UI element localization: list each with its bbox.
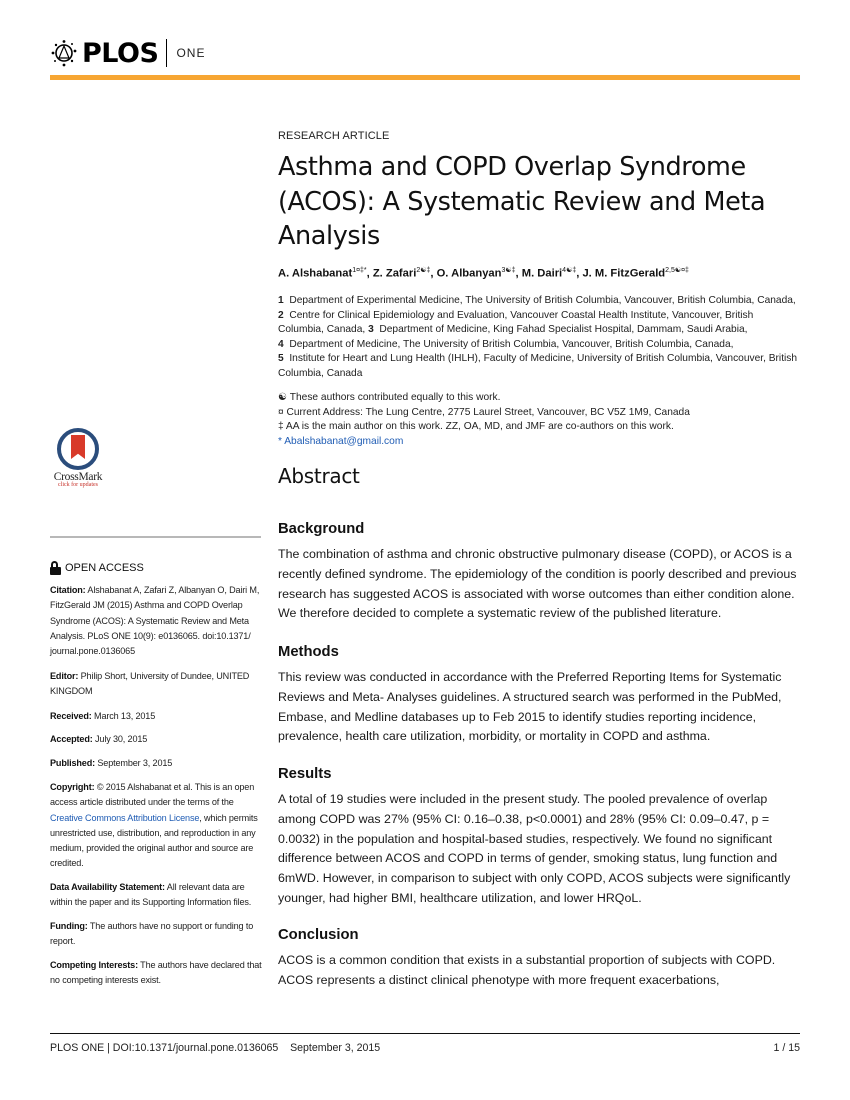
affiliations	[278, 294, 800, 382]
affiliation-text: Department of Medicine, King Fahad Specialist Hospital, Dammam, Saudi Arabia,	[379, 324, 748, 336]
header-accent-bar	[50, 75, 800, 80]
article-type: RESEARCH ARTICLE	[278, 130, 390, 142]
copyright-block	[50, 780, 262, 872]
current-address-note: ¤ Current Address: The Lung Centre, 2775 Laurel Street, Vancouver, BC V5Z 1M9, Canada	[278, 406, 690, 418]
results-heading: Results	[278, 766, 332, 782]
affiliation-number: 4	[278, 338, 284, 350]
published-label: Published:	[50, 758, 95, 768]
competing-interests-label: Competing Interests:	[50, 960, 138, 970]
author-name[interactable]: A. Alshabanat	[278, 267, 353, 280]
main-author-note: ‡ AA is the main author on this work. ZZ, OA, MD, and JMF are co-authors on this work.	[278, 421, 674, 432]
funding-block	[50, 919, 262, 950]
accepted-date: July 30, 2015	[95, 734, 148, 744]
article-title	[278, 150, 800, 254]
abstract-heading: Abstract	[278, 464, 360, 488]
page-number: 1 / 15	[773, 1042, 800, 1054]
editor-block	[50, 669, 262, 700]
open-access-badge	[50, 561, 144, 575]
published-date: September 3, 2015	[97, 758, 173, 768]
crossmark-sublabel: click for updates	[58, 482, 98, 488]
affiliation-number: 5	[278, 353, 284, 365]
author-name[interactable]: O. Albanyan	[436, 267, 502, 280]
background-text: The combination of asthma and chronic obstructive pulmonary disease (COPD), or ACOS is a recently defined syndrome. The epidemiology of the condition is poorly described and previous research has suggested ACOS is associated with worse outcomes than either condition alone. We therefore decided to complete a systematic review of the published literature.	[278, 547, 797, 621]
open-lock-icon	[50, 561, 61, 575]
equal-contribution-note: ☯ These authors contributed equally to this work.	[278, 392, 501, 403]
background-heading: Background	[278, 521, 365, 537]
affiliation-text: Centre for Clinical Epidemiology and Evaluation, Vancouver Coastal Health Institute, Vancouver, British Columbia, Canada,	[278, 309, 754, 336]
data-availability-block	[50, 880, 262, 911]
author-marks: 2☯‡	[416, 267, 431, 274]
citation-text: Alshabanat A, Zafari Z, Albanyan O, Dairi M, FitzGerald JM (2015) Asthma and COPD Overlap Syndrome (ACOS): A Systematic Review and Meta Analysis. PLoS ONE 10(9): e0136065. doi:10.1371/ journal.pone.0136065	[50, 585, 260, 657]
crossmark-label: CrossMark	[53, 471, 103, 483]
sidebar-divider	[50, 536, 261, 538]
logo-divider	[166, 39, 167, 67]
editor-label: Editor:	[50, 671, 79, 681]
corresponding-email-link[interactable]: Abalshabanat@gmail.com	[284, 435, 404, 447]
author-notes	[278, 391, 800, 449]
author-name[interactable]: M. Dairi	[521, 267, 563, 280]
affiliation-text: Institute for Heart and Lung Health (IHLH), Faculty of Medicine, University of British Columbia, Vancouver, British Columbia, Canada	[278, 353, 798, 379]
author-marks: 2,5☯¤‡	[665, 267, 689, 274]
open-access-label: OPEN ACCESS	[65, 562, 144, 574]
published-block	[50, 756, 262, 771]
affiliation-text: Department of Medicine, The University of British Columbia, Vancouver, British Columbia, Canada,	[289, 338, 734, 350]
affiliation-number: 1	[278, 295, 284, 306]
title-line: Asthma and COPD Overlap Syndrome	[278, 152, 746, 182]
citation-block	[50, 583, 262, 659]
author-marks: 3☯‡	[501, 267, 516, 274]
logo-text: PLOS	[82, 37, 159, 69]
footer-citation: PLOS ONE | DOI:10.1371/journal.pone.0136065 September 3, 2015	[50, 1042, 381, 1054]
author-marks: 4☯‡	[562, 267, 577, 274]
editor-text: Philip Short, University of Dundee, UNITED KINGDOM	[50, 671, 250, 697]
affiliation-text: Department of Experimental Medicine, The University of British Columbia, Vancouver, British Columbia, Canada,	[289, 295, 796, 306]
copyright-label: Copyright:	[50, 782, 95, 792]
plos-globe-icon	[50, 39, 78, 67]
license-link[interactable]: Creative Commons Attribution License	[50, 812, 200, 823]
conclusion-heading: Conclusion	[278, 927, 359, 943]
corresponding-email-row	[278, 435, 800, 450]
copyright-text: © 2015 Alshabanat et al. This is an open access article distributed under the terms of the	[50, 782, 255, 808]
competing-interests-text: The authors have declared that no competing interests exist.	[50, 960, 262, 986]
data-availability-label: Data Availability Statement:	[50, 882, 165, 892]
crossmark-badge[interactable]	[48, 428, 108, 488]
author-marks: 1¤‡*	[352, 267, 367, 274]
author-name[interactable]: J. M. FitzGerald	[582, 267, 666, 280]
accepted-block	[50, 732, 262, 747]
received-block	[50, 709, 262, 724]
crossmark-icon	[57, 428, 99, 470]
methods-text: This review was conducted in accordance with the Preferred Reporting Items for Systematic Reviews and Meta- Analyses guidelines. A structured search was performed in the PubMed, Embase, and Medline databases up to Feb 2015 to identify studies reporting incidence, prevalence, health care utilization, morbidity, or mortality in COPD and asthma.	[278, 670, 782, 744]
results-text: A total of 19 studies were included in the present study. The pooled prevalence of overlap among COPD was 27% (95% CI: 0.16–0.38, p<0.0001) and 28% (95% CI: 0.09–0.47, p = 0.0032) in the population and hospital-based studies, respectively. We found no significant difference between ACOS and COPD in terms of gender, smoking status, lung function and 6mWD. However, in comparison to subject with only COPD, ACOS subjects were significantly younger, had higher BMI, healthcare utilization, and lower HRQoL.	[278, 792, 791, 905]
accepted-label: Accepted:	[50, 734, 93, 744]
footer-divider	[50, 1033, 800, 1034]
citation-label: Citation:	[50, 585, 86, 595]
conclusion-text: ACOS is a common condition that exists in a substantial proportion of subjects with COPD. ACOS represents a distinct clinical phenotype with more frequent exacerbations,	[278, 953, 776, 987]
copyright-text-end: , which permits unrestricted use, distribution, and reproduction in any medium, provided the original author and source are credited.	[50, 812, 258, 869]
received-date: March 13, 2015	[94, 711, 156, 721]
author-name[interactable]: Z. Zafari	[372, 267, 417, 280]
title-line: (ACOS): A Systematic Review and Meta	[278, 186, 766, 217]
competing-interests-block	[50, 958, 262, 989]
funding-label: Funding:	[50, 921, 88, 931]
received-label: Received:	[50, 711, 92, 721]
journal-name: ONE	[176, 46, 206, 60]
funding-text: The authors have no support or funding to report.	[50, 921, 254, 947]
methods-heading: Methods	[278, 644, 339, 660]
title-line: Analysis	[278, 221, 380, 251]
email-marker: *	[278, 435, 285, 447]
affiliation-number: 3	[368, 324, 374, 336]
author-list: A. Alshabanat$^{1¤\ddagger*}$, Z. Zafari$^{2☯\ddagger}$, O. Albanyan$^{3☯\ddagger}$, M. Dairi$^{4☯\ddagger}$, J. M. FitzGerald$^{2,5☯¤\ddagger}$	[278, 267, 689, 280]
affiliation-number: 2	[278, 309, 284, 321]
plos-one-logo[interactable]	[50, 37, 205, 69]
data-availability-text: All relevant data are within the paper and its Supporting Information files.	[50, 882, 252, 908]
